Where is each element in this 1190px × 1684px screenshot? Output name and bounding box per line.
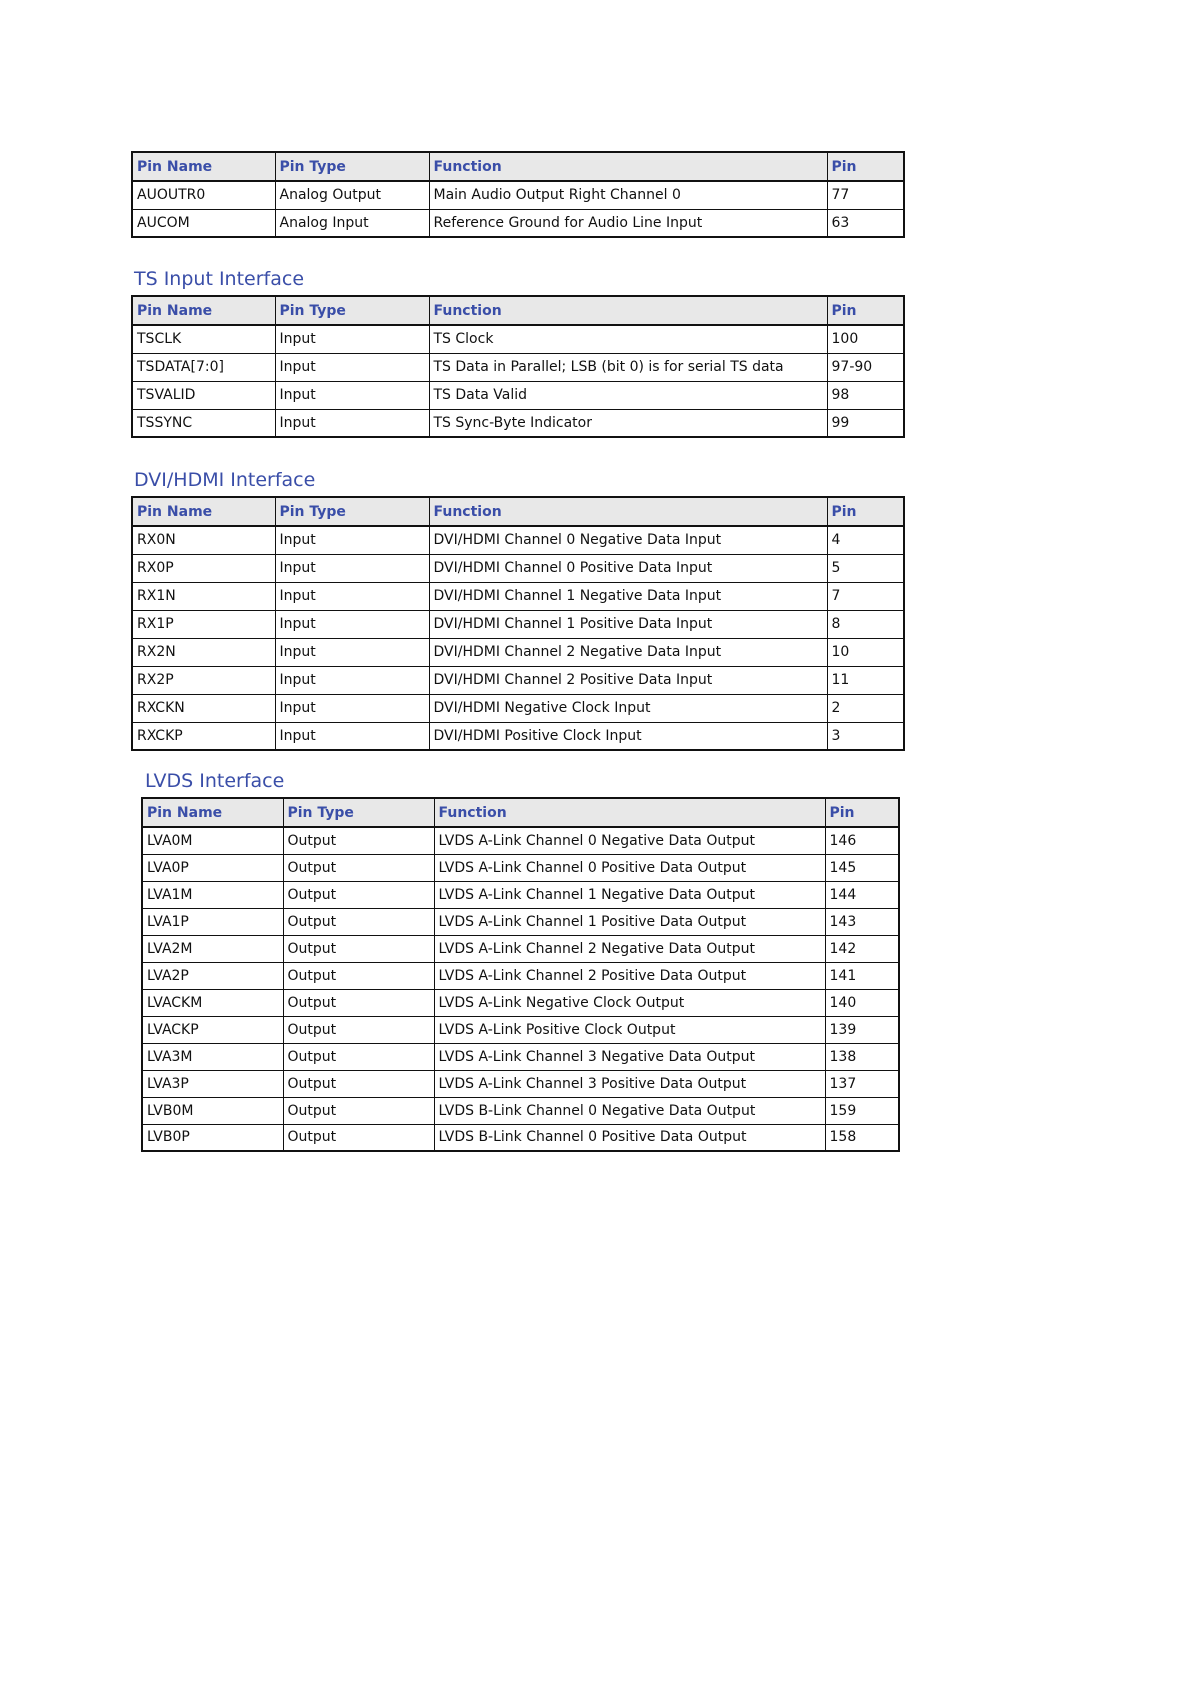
table-row	[142, 1124, 899, 1151]
pin-number-cell: 146	[825, 827, 899, 854]
pin-name-cell: LVA2M	[142, 935, 283, 962]
col-pin: Pin	[825, 798, 899, 827]
pin-name-cell: RX0N	[132, 526, 275, 554]
pin-number-cell: 77	[827, 181, 904, 209]
table-row	[132, 582, 904, 610]
header-row	[142, 798, 899, 827]
pin-type-cell: Input	[275, 325, 429, 353]
pin-number-cell: 138	[825, 1043, 899, 1070]
pin-name-cell: TSCLK	[132, 325, 275, 353]
function-cell: TS Data Valid	[429, 381, 827, 409]
col-pin-type: Pin Type	[275, 296, 429, 325]
pin-name-cell: LVB0M	[142, 1097, 283, 1124]
pin-name-cell: LVA1M	[142, 881, 283, 908]
function-cell: DVI/HDMI Channel 1 Positive Data Input	[429, 610, 827, 638]
header-row	[132, 296, 904, 325]
function-cell: DVI/HDMI Positive Clock Input	[429, 722, 827, 750]
table-row	[142, 854, 899, 881]
pin-name-cell: RX1P	[132, 610, 275, 638]
function-cell: LVDS A-Link Positive Clock Output	[434, 1016, 825, 1043]
pin-type-cell: Output	[283, 1070, 434, 1097]
table-row	[142, 827, 899, 854]
pin-name-cell: RX0P	[132, 554, 275, 582]
table-row	[142, 1070, 899, 1097]
pin-name-cell: RX1N	[132, 582, 275, 610]
table-row	[142, 1043, 899, 1070]
col-pin-type: Pin Type	[275, 152, 429, 181]
pin-type-cell: Input	[275, 409, 429, 437]
col-pin: Pin	[827, 296, 904, 325]
pin-type-cell: Output	[283, 989, 434, 1016]
pin-type-cell: Output	[283, 908, 434, 935]
pin-type-cell: Output	[283, 962, 434, 989]
table-row	[132, 666, 904, 694]
pin-type-cell: Output	[283, 1124, 434, 1151]
pin-number-cell: 144	[825, 881, 899, 908]
function-cell: DVI/HDMI Channel 2 Negative Data Input	[429, 638, 827, 666]
col-pin-name: Pin Name	[132, 296, 275, 325]
pin-type-cell: Input	[275, 554, 429, 582]
pin-name-cell: RX2P	[132, 666, 275, 694]
table-row	[132, 722, 904, 750]
col-pin: Pin	[827, 497, 904, 526]
pin-number-cell: 3	[827, 722, 904, 750]
pin-name-cell: LVACKM	[142, 989, 283, 1016]
lvds-pin-table	[141, 797, 900, 1152]
col-function: Function	[429, 296, 827, 325]
pin-number-cell: 11	[827, 666, 904, 694]
table-row	[132, 554, 904, 582]
ts-input-pin-table	[131, 295, 905, 438]
table-row	[132, 694, 904, 722]
pin-type-cell: Input	[275, 694, 429, 722]
pin-number-cell: 7	[827, 582, 904, 610]
pin-number-cell: 142	[825, 935, 899, 962]
pin-name-cell: LVA2P	[142, 962, 283, 989]
audio-pin-table	[131, 151, 905, 238]
pin-name-cell: LVA3P	[142, 1070, 283, 1097]
pin-type-cell: Input	[275, 353, 429, 381]
col-pin-name: Pin Name	[142, 798, 283, 827]
dvi-hdmi-pin-table	[131, 496, 905, 751]
table-row	[132, 638, 904, 666]
pin-type-cell: Output	[283, 935, 434, 962]
pin-name-cell: LVA0M	[142, 827, 283, 854]
pin-name-cell: RXCKP	[132, 722, 275, 750]
col-function: Function	[429, 152, 827, 181]
table-row	[142, 908, 899, 935]
pin-number-cell: 8	[827, 610, 904, 638]
pin-type-cell: Output	[283, 881, 434, 908]
pin-name-cell: TSVALID	[132, 381, 275, 409]
pin-number-cell: 137	[825, 1070, 899, 1097]
pin-name-cell: AUOUTR0	[132, 181, 275, 209]
function-cell: Reference Ground for Audio Line Input	[429, 209, 827, 237]
table-row	[142, 962, 899, 989]
function-cell: LVDS A-Link Channel 2 Negative Data Output	[434, 935, 825, 962]
function-cell: DVI/HDMI Channel 0 Positive Data Input	[429, 554, 827, 582]
pin-number-cell: 100	[827, 325, 904, 353]
col-pin-name: Pin Name	[132, 497, 275, 526]
table-row	[132, 381, 904, 409]
col-pin-type: Pin Type	[283, 798, 434, 827]
function-cell: LVDS A-Link Negative Clock Output	[434, 989, 825, 1016]
function-cell: DVI/HDMI Negative Clock Input	[429, 694, 827, 722]
header-row	[132, 497, 904, 526]
pin-number-cell: 145	[825, 854, 899, 881]
function-cell: TS Sync-Byte Indicator	[429, 409, 827, 437]
function-cell: Main Audio Output Right Channel 0	[429, 181, 827, 209]
pin-number-cell: 99	[827, 409, 904, 437]
function-cell: LVDS A-Link Channel 0 Negative Data Output	[434, 827, 825, 854]
pin-number-cell: 2	[827, 694, 904, 722]
pin-number-cell: 4	[827, 526, 904, 554]
pin-type-cell: Output	[283, 1043, 434, 1070]
function-cell: LVDS A-Link Channel 2 Positive Data Output	[434, 962, 825, 989]
function-cell: LVDS B-Link Channel 0 Negative Data Output	[434, 1097, 825, 1124]
section-heading-ts-input: TS Input Interface	[134, 268, 305, 290]
function-cell: LVDS B-Link Channel 0 Positive Data Output	[434, 1124, 825, 1151]
table-row	[132, 409, 904, 437]
table-row	[132, 209, 904, 237]
section-heading-dvi-hdmi: DVI/HDMI Interface	[134, 469, 316, 491]
pin-type-cell: Input	[275, 381, 429, 409]
pin-number-cell: 140	[825, 989, 899, 1016]
function-cell: DVI/HDMI Channel 1 Negative Data Input	[429, 582, 827, 610]
pin-name-cell: LVA1P	[142, 908, 283, 935]
function-cell: DVI/HDMI Channel 2 Positive Data Input	[429, 666, 827, 694]
col-function: Function	[434, 798, 825, 827]
pin-name-cell: AUCOM	[132, 209, 275, 237]
table-row	[132, 353, 904, 381]
pin-number-cell: 10	[827, 638, 904, 666]
col-pin-name: Pin Name	[132, 152, 275, 181]
pin-type-cell: Input	[275, 526, 429, 554]
pin-type-cell: Input	[275, 610, 429, 638]
pin-number-cell: 63	[827, 209, 904, 237]
table-row	[142, 989, 899, 1016]
pin-type-cell: Input	[275, 722, 429, 750]
pin-number-cell: 5	[827, 554, 904, 582]
col-function: Function	[429, 497, 827, 526]
pin-name-cell: TSSYNC	[132, 409, 275, 437]
pin-name-cell: LVA0P	[142, 854, 283, 881]
function-cell: DVI/HDMI Channel 0 Negative Data Input	[429, 526, 827, 554]
pin-type-cell: Output	[283, 827, 434, 854]
function-cell: LVDS A-Link Channel 1 Positive Data Output	[434, 908, 825, 935]
pin-type-cell: Output	[283, 1016, 434, 1043]
pin-type-cell: Input	[275, 666, 429, 694]
pin-number-cell: 159	[825, 1097, 899, 1124]
pin-number-cell: 98	[827, 381, 904, 409]
function-cell: LVDS A-Link Channel 3 Positive Data Output	[434, 1070, 825, 1097]
col-pin-type: Pin Type	[275, 497, 429, 526]
pin-name-cell: LVB0P	[142, 1124, 283, 1151]
section-heading-lvds: LVDS Interface	[145, 770, 285, 792]
function-cell: TS Clock	[429, 325, 827, 353]
header-row	[132, 152, 904, 181]
pin-number-cell: 158	[825, 1124, 899, 1151]
pin-name-cell: TSDATA[7:0]	[132, 353, 275, 381]
pin-number-cell: 97-90	[827, 353, 904, 381]
col-pin: Pin	[827, 152, 904, 181]
pin-type-cell: Analog Output	[275, 181, 429, 209]
table-row	[132, 181, 904, 209]
table-row	[132, 610, 904, 638]
function-cell: LVDS A-Link Channel 1 Negative Data Output	[434, 881, 825, 908]
pin-number-cell: 143	[825, 908, 899, 935]
pin-type-cell: Output	[283, 854, 434, 881]
pin-name-cell: LVACKP	[142, 1016, 283, 1043]
pin-name-cell: LVA3M	[142, 1043, 283, 1070]
pin-type-cell: Input	[275, 582, 429, 610]
pin-number-cell: 141	[825, 962, 899, 989]
table-row	[142, 935, 899, 962]
pin-name-cell: RXCKN	[132, 694, 275, 722]
pin-type-cell: Input	[275, 638, 429, 666]
table-row	[142, 881, 899, 908]
pin-type-cell: Analog Input	[275, 209, 429, 237]
pin-name-cell: RX2N	[132, 638, 275, 666]
pin-type-cell: Output	[283, 1097, 434, 1124]
table-row	[132, 325, 904, 353]
function-cell: LVDS A-Link Channel 3 Negative Data Output	[434, 1043, 825, 1070]
function-cell: LVDS A-Link Channel 0 Positive Data Output	[434, 854, 825, 881]
table-row	[142, 1016, 899, 1043]
table-row	[132, 526, 904, 554]
pin-number-cell: 139	[825, 1016, 899, 1043]
table-row	[142, 1097, 899, 1124]
function-cell: TS Data in Parallel; LSB (bit 0) is for serial TS data	[429, 353, 827, 381]
